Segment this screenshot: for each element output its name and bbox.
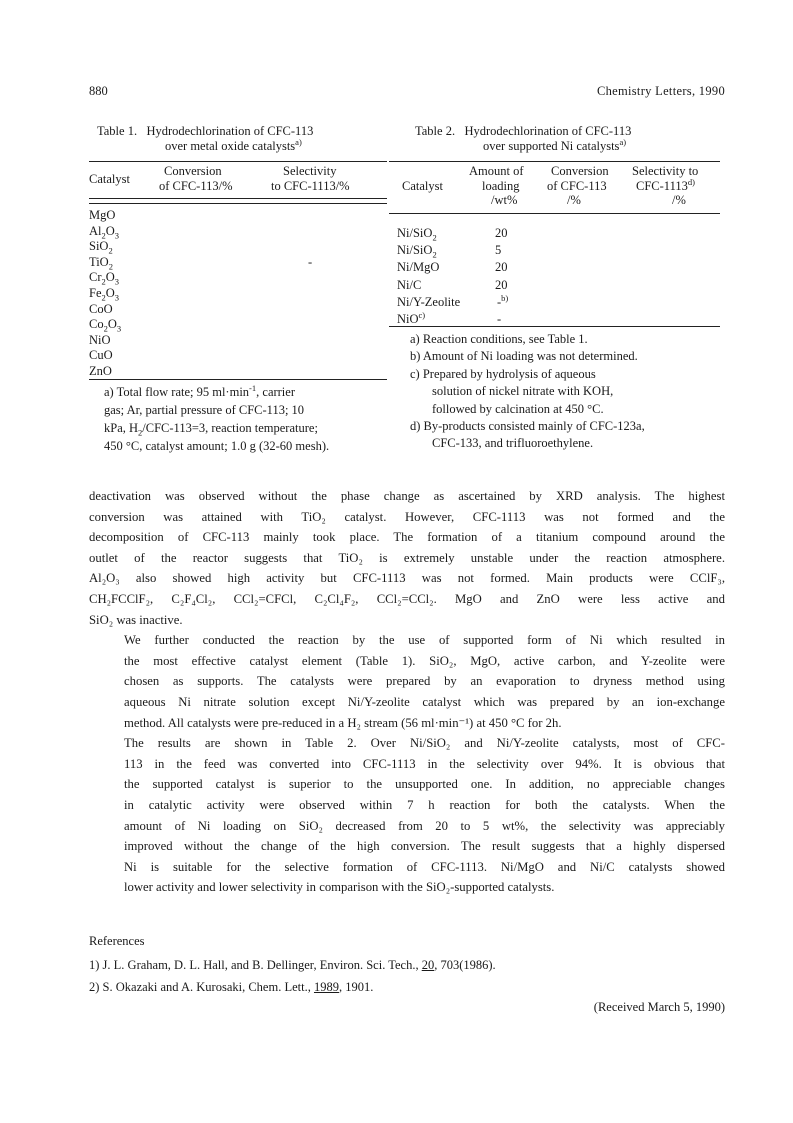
- table-2-col-catalyst: Catalyst: [402, 179, 443, 193]
- table-1-header-rule-1: [89, 198, 387, 199]
- body-line: CH₂FCClF₂, C₂F₄Cl₂, CCl₂=CFCl, C₂Cl₄F₂, CCl₂=CCl₂. MgO and ZnO were less active and: [89, 591, 725, 606]
- table-2-cell-amount: 20: [495, 277, 508, 292]
- page-number: 880: [89, 84, 108, 98]
- table-1-cell-catalyst: NiO: [89, 332, 111, 347]
- table-2-col-amount-2: loading: [482, 179, 520, 193]
- table-1-col-conversion-2: of CFC-113/%: [159, 179, 233, 193]
- table-1-cell-catalyst: CoO: [89, 301, 113, 316]
- table-1-footnote-1: a) Total flow rate; 95 $ml\cdot\min^{-1}$, carrier: [104, 382, 295, 399]
- table-1-cell-catalyst: ZnO: [89, 364, 112, 378]
- table-1-col-conversion-1: Conversion: [164, 164, 222, 178]
- body-line: The results are shown in Table 2. Over Ni/SiO₂ and Ni/Y-zeolite catalysts, most of CFC-: [124, 736, 725, 751]
- reference-2: 2) S. Okazaki and A. Kurosaki, Chem. Lett., 1989, 1901.: [89, 980, 374, 994]
- table-2-cell-catalyst: Ni/SiO$_2$: [397, 226, 437, 243]
- table-2-col-conversion-3: /%: [567, 193, 581, 207]
- table-2-top-rule: [389, 161, 720, 162]
- table-2-note: solution of nickel nitrate with KOH,: [432, 384, 614, 399]
- body-line: conversion was attained with TiO₂ catalyst. However, CFC-1113 was not formed and the: [89, 509, 725, 524]
- paragraph-1: [89, 486, 725, 630]
- table-1-cell-catalyst: MgO: [89, 208, 116, 222]
- journal-header: Chemistry Letters, 1990: [596, 84, 725, 98]
- table-2-cell-catalyst: Ni/C: [397, 277, 422, 292]
- table-1-cell-selectivity: -: [308, 254, 313, 269]
- table-2-cell-amount: 20: [495, 260, 508, 275]
- table-1-caption-line2: over metal oxide catalysts$^{a)}$: [165, 136, 302, 153]
- table-2-col-amount-3: /wt%: [491, 193, 518, 207]
- table-2-note: b) Amount of Ni loading was not determined.: [410, 349, 638, 364]
- table-2-col-selectivity-3: /%: [672, 193, 686, 207]
- body-line: outlet of the reactor suggests that TiO₂ is extremely unstable under the reaction atmosphere.: [89, 550, 725, 565]
- table-2-col-conversion-1: Conversion: [551, 164, 609, 178]
- table-2-cell-catalyst: NiO$^{c)}$: [397, 309, 426, 326]
- table-2-note: c) Prepared by hydrolysis of aqueous: [410, 366, 596, 381]
- table-2-note: CFC-133, and trifluoroethylene.: [432, 436, 594, 451]
- table-1-cell-catalyst: $Co_2O_3$: [89, 317, 122, 334]
- table-2-col-selectivity-1: Selectivity to: [632, 164, 699, 178]
- table-1-col-selectivity-2: to CFC-1113/%: [271, 179, 350, 193]
- body-line: method. All catalysts were pre-reduced in a H₂ stream (56 ml·min⁻¹) at 450 °C for 2h.: [124, 715, 562, 730]
- body-line: the supported catalyst is superior to the unsupported one. In addition, no appreciable changes: [124, 777, 725, 792]
- table-2-note: d) By-products consisted mainly of CFC-123a,: [410, 419, 645, 433]
- table-1-cell-catalyst: TiO$_2$: [89, 254, 113, 272]
- table-1-header-rule-2: [89, 203, 387, 204]
- body-line: Ni is suitable for the selective formation of CFC-1113. Ni/MgO and Ni/C catalysts showed: [124, 859, 725, 874]
- paragraph-3: [89, 733, 725, 898]
- references-heading: References: [89, 934, 145, 948]
- body-line: deactivation was observed without the phase change as ascertained by XRD analysis. The highest: [89, 489, 725, 503]
- table-2-note: followed by calcination at 450 °C.: [432, 401, 604, 416]
- table-2-caption-line1: Table 2. Hydrodechlorination of CFC-113: [415, 124, 632, 138]
- table-1-footnote-4: 450 °C, catalyst amount; 1.0 g (32-60 mesh).: [104, 439, 330, 453]
- body-line: decomposition of CFC-113 mainly took place. The formation of a titanium compound around the: [89, 530, 725, 545]
- table-2-col-conversion-2: of CFC-113: [547, 179, 607, 193]
- body-line: in catalytic activity were observed within 7 h reaction for both the catalysts. When the: [124, 797, 725, 812]
- table-2-cell-catalyst: Ni/MgO: [397, 260, 440, 275]
- table-2-cell-amount: -$^{b)}$: [497, 292, 509, 309]
- table-1-cell-catalyst: CuO: [89, 348, 113, 363]
- body-line: lower activity and lower selectivity in comparison with the SiO₂-supported catalysts.: [124, 880, 555, 895]
- table-2-note: a) Reaction conditions, see Table 1.: [410, 332, 588, 346]
- table-2-col-amount-1: Amount of: [469, 164, 524, 178]
- body-text: [89, 486, 725, 898]
- body-line: chosen as supports. The catalysts were prepared by an evaporation to dryness method using: [124, 674, 725, 689]
- body-line: improved without the change of the high conversion. The result suggests that a highly dispersed: [124, 839, 725, 854]
- table-1-cell-catalyst: $Fe_2O_3$: [89, 286, 120, 303]
- table-1-col-selectivity-1: Selectivity: [283, 164, 337, 178]
- table-1-caption-line1: Table 1. Hydrodechlorination of CFC-113: [97, 124, 314, 138]
- table-1-cell-catalyst: $Al_2O_3$: [89, 223, 120, 241]
- table-1-col-catalyst: Catalyst: [89, 172, 130, 186]
- table-1-footnote-3: kPa, $H_2/CFC-113=3$, reaction temperature;: [104, 421, 318, 438]
- table-2-col-selectivity-2: CFC-1113$^{d)}$: [636, 176, 695, 193]
- body-line: We further conducted the reaction by the use of supported form of Ni which resulted in: [124, 633, 725, 648]
- body-line: 113 in the feed was converted into CFC-1113 in the selectivity over 94%. It is obvious that: [124, 756, 725, 771]
- table-2-cell-catalyst: Ni/Y-Zeolite: [397, 294, 461, 309]
- paragraph-2: [89, 630, 725, 733]
- table-1-footnote-2: gas; Ar, partial pressure of CFC-113; 10: [104, 403, 305, 417]
- reference-1: 1) J. L. Graham, D. L. Hall, and B. Dellinger, Environ. Sci. Tech., 20, 703(1986).: [89, 958, 496, 972]
- body-line: the most effective catalyst element (Table 1). SiO₂, MgO, active carbon, and Y-zeolite were: [124, 653, 725, 668]
- table-2-cell-amount: 20: [495, 226, 508, 240]
- table-1-top-rule: [89, 161, 387, 162]
- table-2-bottom-rule: [389, 326, 720, 327]
- table-1-cell-catalyst: $Cr_2O_3$: [89, 270, 120, 287]
- body-line: Al₂O₃ also showed high activity but CFC-1113 was not formed. Main products were CClF₃,: [89, 571, 725, 586]
- table-2-cell-catalyst: Ni/SiO$_2$: [397, 243, 437, 260]
- table-1-cell-catalyst: SiO$_2$: [89, 239, 113, 256]
- body-line: SiO₂ was inactive.: [89, 612, 183, 627]
- table-2-header-rule: [389, 213, 720, 214]
- table-2-cell-amount: -: [497, 312, 502, 326]
- table-2-cell-amount: 5: [495, 243, 502, 258]
- received-date: (Received March 5, 1990): [593, 1000, 725, 1014]
- body-line: aqueous Ni nitrate solution except Ni/Y-zeolite catalyst which was prepared by an ion-exchange: [124, 694, 725, 709]
- table-1-bottom-rule: [89, 379, 387, 380]
- table-2-caption-line2: over supported Ni catalysts$^{a)}$: [483, 136, 627, 153]
- body-line: amount of Ni loading on SiO₂ decreased from 20 to 5 wt%, the selectivity was appreciably: [124, 818, 725, 833]
